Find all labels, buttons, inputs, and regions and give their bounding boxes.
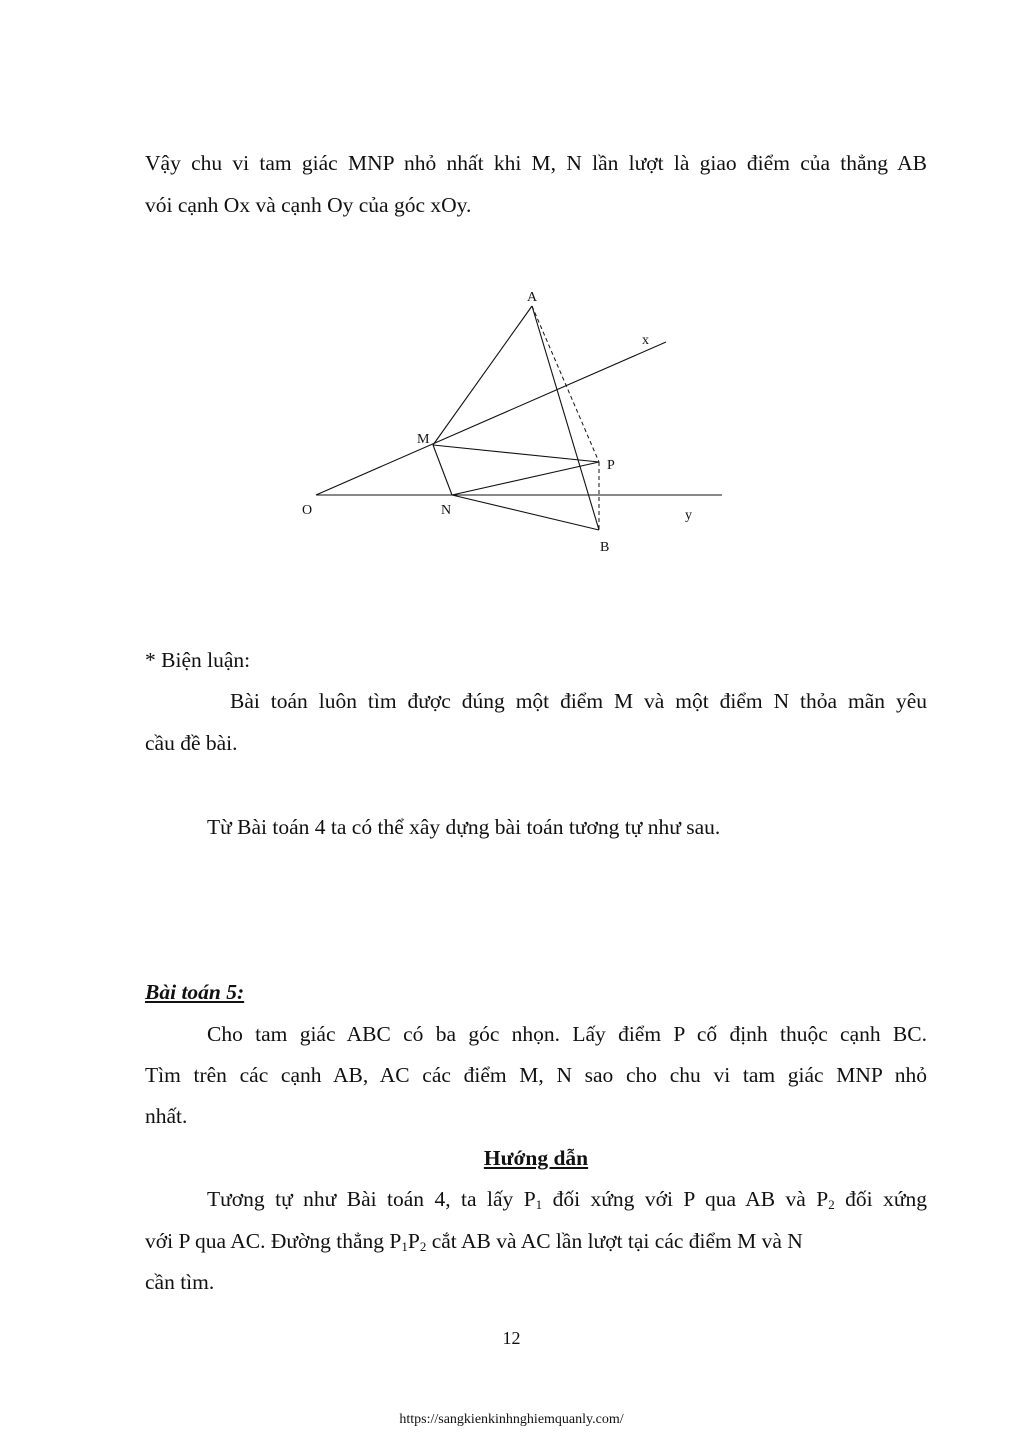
problem-heading: [145, 970, 927, 1014]
segment-am: [433, 306, 532, 445]
segment-np: [452, 462, 599, 495]
label-b: B: [600, 540, 610, 555]
dashed-ap: [532, 306, 599, 462]
label-m: M: [417, 432, 430, 447]
paragraph-line: Vậy chu vi tam giác MNP nhỏ nhất khi M, N lần lượt là giao điểm của thẳng AB: [145, 151, 927, 175]
paragraph-line: vói cạnh Ox và cạnh Oy của góc xOy.: [145, 193, 472, 217]
paragraph-line: Tương tự như Bài toán 4, ta lấy $P_1$ đối xứng với P qua AB và $P_2$ đối xứng: [207, 1187, 927, 1212]
label-n: N: [441, 503, 452, 518]
segment-nb: [452, 495, 599, 530]
segment-ab: [532, 306, 599, 530]
paragraph-line: với P qua AC. Đường thẳng $P_1P_2$ cắt AB và AC lần lượt tại các điểm M và N: [145, 1229, 803, 1254]
paragraph-line: nhất.: [145, 1104, 188, 1128]
label-o: O: [302, 503, 313, 518]
problem-heading-text: Bài toán 5:: [145, 980, 245, 1004]
page-number: 12: [502, 1328, 521, 1348]
segment-mn: [433, 445, 452, 495]
label-p: P: [607, 458, 615, 473]
footer-url[interactable]: https://sangkienkinhnghiemquanly.com/: [399, 1412, 624, 1427]
guide-heading-text: Hướng dẫn: [483, 1146, 589, 1170]
paragraph-line: cầu đề bài.: [145, 731, 238, 755]
geometry-figure: [290, 280, 740, 570]
label-y: y: [685, 508, 692, 523]
label-a: A: [527, 290, 538, 305]
paragraph-line: cần tìm.: [145, 1270, 215, 1294]
section-title: * Biện luận:: [145, 648, 251, 672]
paragraph-line: Cho tam giác ABC có ba góc nhọn. Lấy điểm P cố định thuộc cạnh BC.: [207, 1022, 927, 1046]
paragraph-line: Tìm trên các cạnh AB, AC các điểm M, N sao cho chu vi tam giác MNP nhỏ: [145, 1063, 927, 1087]
guide-heading: [145, 1136, 927, 1180]
paragraph-line: Từ Bài toán 4 ta có thể xây dựng bài toán tương tự như sau.: [207, 815, 721, 839]
paragraph-line: Bài toán luôn tìm được đúng một điểm M và một điểm N thỏa mãn yêu: [230, 689, 927, 713]
label-x: x: [642, 333, 649, 348]
